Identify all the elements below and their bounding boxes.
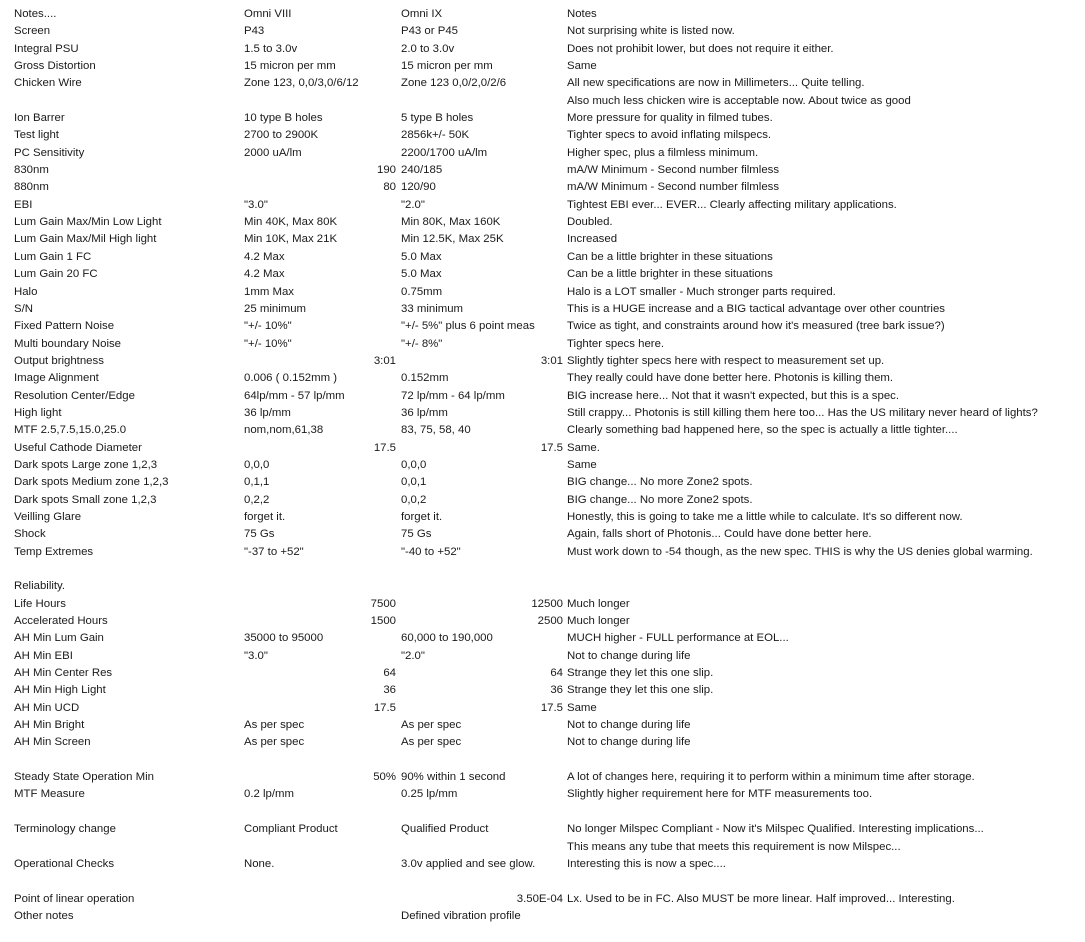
table-row bbox=[0, 769, 1085, 786]
parameter-cell: Reliability. bbox=[14, 580, 66, 593]
table-row bbox=[0, 752, 1085, 769]
omni-ix-cell: Min 12.5K, Max 25K bbox=[401, 233, 504, 246]
omni-ix-cell: 33 minimum bbox=[401, 302, 464, 315]
omni-viii-cell: 4.2 Max bbox=[244, 268, 285, 281]
notes-cell: Notes bbox=[567, 8, 597, 20]
omni-viii-cell: None. bbox=[244, 857, 275, 870]
parameter-cell: Terminology change bbox=[14, 823, 116, 836]
table-row bbox=[0, 266, 1085, 283]
notes-cell: Again, falls short of Photonis... Could have done better here. bbox=[567, 528, 872, 541]
omni-viii-cell: 17.5 bbox=[373, 441, 396, 454]
table-row bbox=[0, 891, 1085, 908]
table-row bbox=[0, 197, 1085, 214]
parameter-cell: Veilling Glare bbox=[14, 510, 82, 523]
table-row bbox=[0, 457, 1085, 474]
omni-ix-cell: Zone 123 0,0/2,0/2/6 bbox=[401, 77, 507, 90]
notes-cell: Clearly something bad happened here, so the spec is actually a little tighter.... bbox=[567, 424, 958, 437]
omni-viii-cell: 2000 uA/lm bbox=[244, 146, 302, 159]
notes-cell: Increased bbox=[567, 233, 618, 246]
notes-cell: Not surprising white is listed now. bbox=[567, 25, 735, 38]
omni-ix-cell: "+/- 5%" plus 6 point meas bbox=[401, 320, 535, 333]
notes-cell: BIG change... No more Zone2 spots. bbox=[567, 493, 753, 506]
parameter-cell: Test light bbox=[14, 129, 59, 142]
omni-ix-cell: 36 lp/mm bbox=[401, 406, 448, 419]
table-row bbox=[0, 526, 1085, 543]
omni-viii-cell: 64lp/mm - 57 lp/mm bbox=[244, 389, 345, 402]
parameter-cell: Lum Gain 1 FC bbox=[14, 250, 92, 263]
notes-cell: MUCH higher - FULL performance at EOL... bbox=[567, 632, 789, 645]
omni-viii-cell: 17.5 bbox=[373, 701, 396, 714]
notes-cell: mA/W Minimum - Second number filmless bbox=[567, 164, 780, 177]
notes-cell: BIG change... No more Zone2 spots. bbox=[567, 476, 753, 489]
parameter-cell: MTF 2.5,7.5,15.0,25.0 bbox=[14, 424, 127, 437]
omni-ix-cell: "2.0" bbox=[401, 198, 425, 211]
omni-viii-cell: 0.006 ( 0.152mm ) bbox=[244, 372, 338, 385]
parameter-cell: Dark spots Small zone 1,2,3 bbox=[14, 493, 157, 506]
parameter-cell: EBI bbox=[14, 198, 33, 211]
parameter-cell: Screen bbox=[14, 25, 51, 38]
table-row bbox=[0, 578, 1085, 595]
notes-cell: Not to change during life bbox=[567, 736, 691, 749]
omni-viii-cell: Omni VIII bbox=[244, 8, 292, 20]
omni-ix-cell: 2200/1700 uA/lm bbox=[401, 146, 488, 159]
parameter-cell: 830nm bbox=[14, 164, 49, 177]
notes-cell: Slightly tighter specs here with respect to measurement set up. bbox=[567, 354, 885, 367]
table-row bbox=[0, 284, 1085, 301]
omni-viii-cell: Zone 123, 0,0/3,0/6/12 bbox=[244, 77, 359, 90]
table-row bbox=[0, 370, 1085, 387]
parameter-cell: PC Sensitivity bbox=[14, 146, 85, 159]
table-row bbox=[0, 318, 1085, 335]
parameter-cell: Output brightness bbox=[14, 354, 104, 367]
table-row bbox=[0, 492, 1085, 509]
table-row bbox=[0, 249, 1085, 266]
table-row bbox=[0, 474, 1085, 491]
table-row bbox=[0, 353, 1085, 370]
omni-ix-cell: 0.25 lp/mm bbox=[401, 788, 458, 801]
parameter-cell: 880nm bbox=[14, 181, 49, 194]
table-row bbox=[0, 301, 1085, 318]
table-row bbox=[0, 839, 1085, 856]
parameter-cell: Dark spots Medium zone 1,2,3 bbox=[14, 476, 169, 489]
omni-viii-cell: 0,2,2 bbox=[244, 493, 270, 506]
notes-cell: Tighter specs here. bbox=[567, 337, 665, 350]
parameter-cell: Temp Extremes bbox=[14, 545, 94, 558]
omni-viii-cell: 36 bbox=[383, 684, 396, 697]
table-row bbox=[0, 214, 1085, 231]
notes-cell: Doubled. bbox=[567, 216, 613, 229]
parameter-cell: Point of linear operation bbox=[14, 892, 135, 905]
omni-viii-cell: 1.5 to 3.0v bbox=[244, 42, 298, 55]
table-row bbox=[0, 804, 1085, 821]
omni-ix-cell: Min 80K, Max 160K bbox=[401, 216, 501, 229]
parameter-cell: AH Min High Light bbox=[14, 684, 106, 697]
omni-viii-cell: 75 Gs bbox=[244, 528, 275, 541]
parameter-cell: AH Min Center Res bbox=[14, 667, 113, 680]
table-row bbox=[0, 821, 1085, 838]
omni-viii-cell: "3.0" bbox=[244, 649, 268, 662]
omni-ix-cell: As per spec bbox=[401, 719, 462, 732]
parameter-cell: Useful Cathode Diameter bbox=[14, 441, 142, 454]
notes-cell: Can be a little brighter in these situations bbox=[567, 250, 773, 263]
omni-viii-cell: 3:01 bbox=[373, 354, 396, 367]
omni-ix-cell: 0,0,0 bbox=[401, 458, 427, 471]
omni-viii-cell: "+/- 10%" bbox=[244, 337, 292, 350]
table-row bbox=[0, 700, 1085, 717]
omni-viii-cell: 0,0,0 bbox=[244, 458, 270, 471]
parameter-cell: Halo bbox=[14, 285, 38, 298]
omni-ix-cell: 36 bbox=[550, 684, 563, 697]
table-row bbox=[0, 440, 1085, 457]
omni-ix-cell: 2.0 to 3.0v bbox=[401, 42, 455, 55]
table-row bbox=[0, 179, 1085, 196]
notes-cell: Tightest EBI ever... EVER... Clearly affecting military applications. bbox=[567, 198, 897, 211]
omni-ix-cell: 0.152mm bbox=[401, 372, 449, 385]
omni-ix-cell: Defined vibration profile bbox=[401, 909, 521, 922]
table-row bbox=[0, 734, 1085, 751]
omni-ix-cell: 3.0v applied and see glow. bbox=[401, 857, 536, 870]
notes-cell: Must work down to -54 though, as the new spec. THIS is why the US denies global warming. bbox=[567, 545, 1033, 558]
omni-viii-cell: 4.2 Max bbox=[244, 250, 285, 263]
table-row bbox=[0, 682, 1085, 699]
notes-cell: This is a HUGE increase and a BIG tactical advantage over other countries bbox=[567, 302, 945, 315]
omni-ix-cell: 3:01 bbox=[540, 354, 563, 367]
parameter-cell: Chicken Wire bbox=[14, 77, 82, 90]
omni-viii-cell: Min 10K, Max 21K bbox=[244, 233, 338, 246]
parameter-cell: Life Hours bbox=[14, 597, 66, 610]
notes-cell: A lot of changes here, requiring it to perform within a minimum time after storage. bbox=[567, 771, 975, 784]
table-row bbox=[0, 786, 1085, 803]
parameter-cell: Ion Barrer bbox=[14, 112, 65, 125]
omni-ix-cell: 15 micron per mm bbox=[401, 60, 493, 73]
parameter-cell: Multi boundary Noise bbox=[14, 337, 121, 350]
omni-viii-cell: 50% bbox=[373, 771, 396, 784]
notes-cell: They really could have done better here. Photonis is killing them. bbox=[567, 372, 894, 385]
omni-viii-cell: forget it. bbox=[244, 510, 286, 523]
table-row bbox=[0, 717, 1085, 734]
omni-ix-cell: 90% within 1 second bbox=[401, 771, 506, 784]
omni-viii-cell: 10 type B holes bbox=[244, 112, 323, 125]
omni-viii-cell: 35000 to 95000 bbox=[244, 632, 324, 645]
omni-ix-cell: P43 or P45 bbox=[401, 25, 458, 38]
omni-viii-cell: 190 bbox=[376, 164, 396, 177]
omni-ix-cell: 17.5 bbox=[540, 701, 563, 714]
table-row bbox=[0, 145, 1085, 162]
omni-ix-cell: "2.0" bbox=[401, 649, 425, 662]
parameter-cell: AH Min UCD bbox=[14, 701, 80, 714]
parameter-cell: High light bbox=[14, 406, 62, 419]
table-row bbox=[0, 665, 1085, 682]
table-row bbox=[0, 162, 1085, 179]
table-row bbox=[0, 6, 1085, 23]
notes-cell: Same bbox=[567, 458, 597, 471]
omni-ix-cell: 64 bbox=[550, 667, 563, 680]
omni-viii-cell: 7500 bbox=[370, 597, 396, 610]
notes-cell: Not to change during life bbox=[567, 719, 691, 732]
notes-cell: Interesting this is now a spec.... bbox=[567, 857, 726, 870]
omni-ix-cell: As per spec bbox=[401, 736, 462, 749]
table-row bbox=[0, 336, 1085, 353]
omni-ix-cell: 83, 75, 58, 40 bbox=[401, 424, 471, 437]
parameter-cell: Lum Gain Max/Mil High light bbox=[14, 233, 157, 246]
parameter-cell: Integral PSU bbox=[14, 42, 79, 55]
notes-cell: Higher spec, plus a filmless minimum. bbox=[567, 146, 759, 159]
parameter-cell: Dark spots Large zone 1,2,3 bbox=[14, 458, 158, 471]
table-row bbox=[0, 110, 1085, 127]
omni-viii-cell: 15 micron per mm bbox=[244, 60, 336, 73]
notes-cell: Halo is a LOT smaller - Much stronger parts required. bbox=[567, 285, 836, 298]
table-row bbox=[0, 388, 1085, 405]
parameter-cell: Fixed Pattern Noise bbox=[14, 320, 115, 333]
table-row bbox=[0, 127, 1085, 144]
spreadsheet-table bbox=[0, 6, 1085, 925]
omni-viii-cell: P43 bbox=[244, 25, 265, 38]
parameter-cell: Lum Gain Max/Min Low Light bbox=[14, 216, 162, 229]
notes-cell: Tighter specs to avoid inflating milspecs. bbox=[567, 129, 772, 142]
omni-ix-cell: 5.0 Max bbox=[401, 250, 442, 263]
omni-ix-cell: 12500 bbox=[531, 597, 563, 610]
notes-cell: Strange they let this one slip. bbox=[567, 667, 714, 680]
omni-viii-cell: 2700 to 2900K bbox=[244, 129, 319, 142]
omni-viii-cell: 25 minimum bbox=[244, 302, 307, 315]
omni-ix-cell: 72 lp/mm - 64 lp/mm bbox=[401, 389, 505, 402]
table-row bbox=[0, 23, 1085, 40]
omni-ix-cell: Qualified Product bbox=[401, 823, 489, 836]
notes-cell: Same bbox=[567, 60, 597, 73]
omni-ix-cell: 60,000 to 190,000 bbox=[401, 632, 493, 645]
parameter-cell: Operational Checks bbox=[14, 857, 115, 870]
omni-ix-cell: "+/- 8%" bbox=[401, 337, 443, 350]
notes-cell: Twice as tight, and constraints around how it's measured (tree bark issue?) bbox=[567, 320, 945, 333]
parameter-cell: Other notes bbox=[14, 909, 74, 922]
omni-viii-cell: As per spec bbox=[244, 719, 305, 732]
table-row bbox=[0, 613, 1085, 630]
notes-cell: Same bbox=[567, 701, 597, 714]
omni-ix-cell: 3.50E-04 bbox=[516, 892, 563, 905]
omni-ix-cell: 0.75mm bbox=[401, 285, 443, 298]
parameter-cell: Notes.... bbox=[14, 8, 57, 20]
table-row bbox=[0, 422, 1085, 439]
omni-ix-cell: 2500 bbox=[537, 615, 563, 628]
table-row bbox=[0, 75, 1085, 92]
table-row bbox=[0, 873, 1085, 890]
table-row bbox=[0, 856, 1085, 873]
parameter-cell: AH Min Screen bbox=[14, 736, 91, 749]
parameter-cell: MTF Measure bbox=[14, 788, 85, 801]
omni-viii-cell: 80 bbox=[383, 181, 396, 194]
table-row bbox=[0, 58, 1085, 75]
parameter-cell: Shock bbox=[14, 528, 46, 541]
omni-ix-cell: 2856k+/- 50K bbox=[401, 129, 470, 142]
notes-cell: Strange they let this one slip. bbox=[567, 684, 714, 697]
notes-cell: Same. bbox=[567, 441, 600, 454]
parameter-cell: Steady State Operation Min bbox=[14, 771, 154, 784]
omni-ix-cell: 17.5 bbox=[540, 441, 563, 454]
parameter-cell: AH Min EBI bbox=[14, 649, 73, 662]
omni-ix-cell: 5.0 Max bbox=[401, 268, 442, 281]
notes-cell: Slightly higher requirement here for MTF measurements too. bbox=[567, 788, 873, 801]
notes-cell: Much longer bbox=[567, 615, 630, 628]
notes-cell: Can be a little brighter in these situations bbox=[567, 268, 773, 281]
table-row bbox=[0, 41, 1085, 58]
omni-ix-cell: 0,0,2 bbox=[401, 493, 427, 506]
notes-cell: Lx. Used to be in FC. Also MUST be more linear. Half improved... Interesting. bbox=[567, 892, 955, 905]
omni-viii-cell: 0,1,1 bbox=[244, 476, 270, 489]
omni-viii-cell: 0.2 lp/mm bbox=[244, 788, 295, 801]
parameter-cell: AH Min Lum Gain bbox=[14, 632, 104, 645]
notes-cell: Honestly, this is going to take me a little while to calculate. It's so different now. bbox=[567, 510, 963, 523]
parameter-cell: S/N bbox=[14, 302, 33, 315]
notes-cell: BIG increase here... Not that it wasn't expected, but this is a spec. bbox=[567, 389, 900, 402]
omni-viii-cell: 64 bbox=[383, 667, 396, 680]
omni-viii-cell: 1mm Max bbox=[244, 285, 294, 298]
notes-cell: No longer Milspec Compliant - Now it's Milspec Qualified. Interesting implications... bbox=[567, 823, 984, 836]
notes-cell: All new specifications are now in Millimeters... Quite telling. bbox=[567, 77, 865, 90]
notes-cell: This means any tube that meets this requirement is now Milspec... bbox=[567, 840, 901, 853]
table-row bbox=[0, 231, 1085, 248]
omni-viii-cell: As per spec bbox=[244, 736, 305, 749]
omni-viii-cell: "-37 to +52" bbox=[244, 545, 304, 558]
notes-cell: mA/W Minimum - Second number filmless bbox=[567, 181, 780, 194]
notes-cell: Much longer bbox=[567, 597, 630, 610]
omni-ix-cell: 240/185 bbox=[401, 164, 443, 177]
omni-viii-cell: Compliant Product bbox=[244, 823, 338, 836]
parameter-cell: Gross Distortion bbox=[14, 60, 96, 73]
omni-ix-cell: forget it. bbox=[401, 510, 443, 523]
table-row bbox=[0, 93, 1085, 110]
table-row bbox=[0, 405, 1085, 422]
omni-viii-cell: 36 lp/mm bbox=[244, 406, 291, 419]
notes-cell: Does not prohibit lower, but does not require it either. bbox=[567, 42, 834, 55]
parameter-cell: Image Alignment bbox=[14, 372, 99, 385]
notes-cell: Not to change during life bbox=[567, 649, 691, 662]
notes-cell: Also much less chicken wire is acceptable now. About twice as good bbox=[567, 94, 911, 107]
notes-cell: Still crappy... Photonis is still killing them here too... Has the US military never heard of lights? bbox=[567, 406, 1038, 419]
table-row bbox=[0, 596, 1085, 613]
parameter-cell: AH Min Bright bbox=[14, 719, 85, 732]
table-row bbox=[0, 544, 1085, 561]
table-row bbox=[0, 630, 1085, 647]
omni-viii-cell: "+/- 10%" bbox=[244, 320, 292, 333]
table-row bbox=[0, 509, 1085, 526]
omni-ix-cell: 75 Gs bbox=[401, 528, 432, 541]
table-row bbox=[0, 561, 1085, 578]
omni-ix-cell: 120/90 bbox=[401, 181, 436, 194]
parameter-cell: Accelerated Hours bbox=[14, 615, 108, 628]
parameter-cell: Lum Gain 20 FC bbox=[14, 268, 98, 281]
omni-viii-cell: "3.0" bbox=[244, 198, 268, 211]
table-row bbox=[0, 648, 1085, 665]
omni-ix-cell: 0,0,1 bbox=[401, 476, 427, 489]
omni-ix-cell: "-40 to +52" bbox=[401, 545, 461, 558]
omni-viii-cell: 1500 bbox=[370, 615, 396, 628]
notes-cell: More pressure for quality in filmed tubes. bbox=[567, 112, 773, 125]
omni-viii-cell: Min 40K, Max 80K bbox=[244, 216, 338, 229]
omni-ix-cell: 5 type B holes bbox=[401, 112, 474, 125]
table-row bbox=[0, 908, 1085, 925]
omni-ix-cell: Omni IX bbox=[401, 8, 443, 20]
parameter-cell: Resolution Center/Edge bbox=[14, 389, 135, 402]
omni-viii-cell: nom,nom,61,38 bbox=[244, 424, 324, 437]
